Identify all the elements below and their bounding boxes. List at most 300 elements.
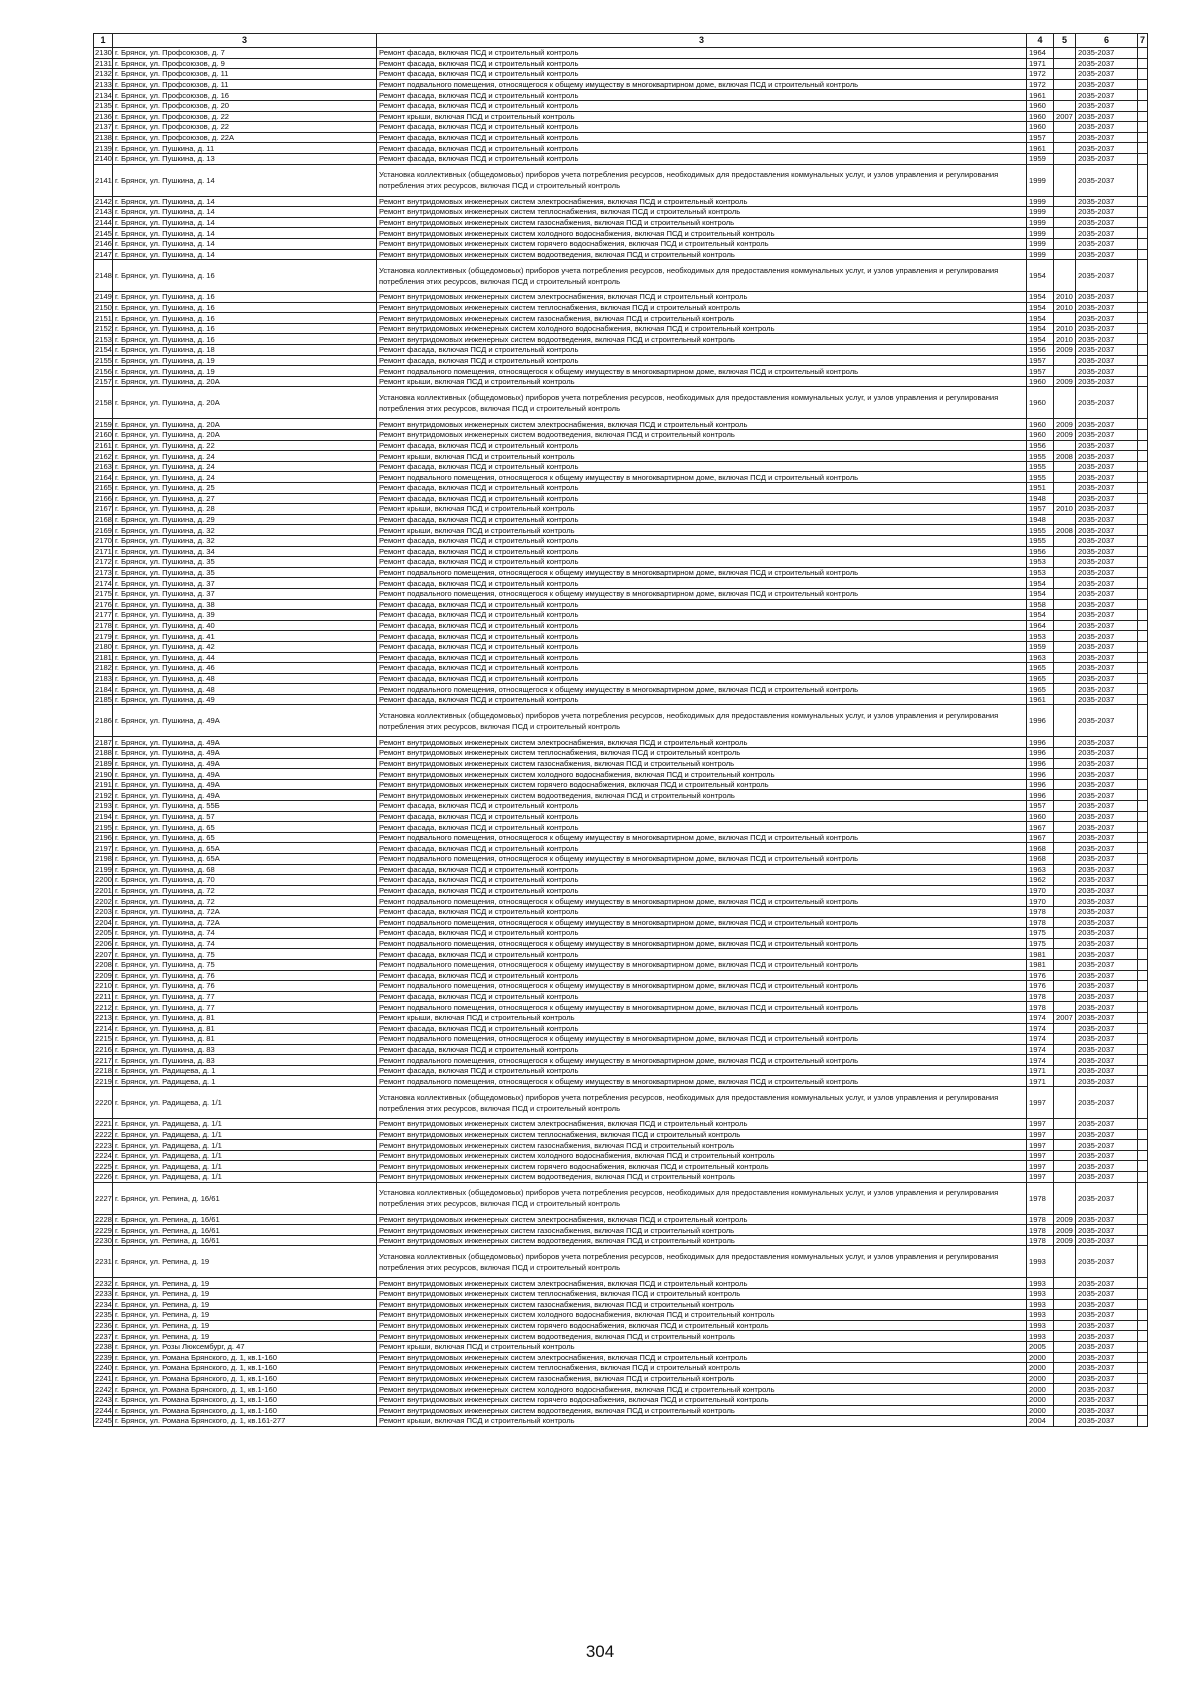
cell-last-repair-year: 2009 [1054,1235,1076,1246]
cell-last-repair-year [1054,832,1076,843]
table-row [94,1405,1148,1416]
cell-note [1138,673,1148,684]
cell-build-year: 1978 [1027,1182,1054,1214]
cell-build-year: 1960 [1027,419,1054,430]
cell-work-type: Ремонт фасада, включая ПСД и строительный контроль [377,132,1027,143]
cell-note [1138,132,1148,143]
cell-build-year: 1996 [1027,748,1054,759]
cell-note [1138,1405,1148,1416]
table-row [94,323,1148,334]
cell-last-repair-year [1054,885,1076,896]
cell-note [1138,1129,1148,1140]
cell-address: г. Брянск, ул. Пушкина, д. 83 [113,1055,377,1066]
cell-planned-period: 2035-2037 [1076,1161,1138,1172]
cell-note [1138,694,1148,705]
cell-planned-period: 2035-2037 [1076,1373,1138,1384]
cell-build-year: 1993 [1027,1289,1054,1300]
cell-build-year: 1971 [1027,58,1054,69]
cell-build-year: 1955 [1027,472,1054,483]
cell-address: г. Брянск, ул. Радищева, д. 1/1 [113,1119,377,1130]
cell-row-number: 2241 [95,1374,112,1384]
cell-note [1138,610,1148,621]
cell-last-repair-year [1054,737,1076,748]
cell-build-year: 1999 [1027,207,1054,218]
cell-planned-period: 2035-2037 [1076,1129,1138,1140]
cell-last-repair-year [1054,1373,1076,1384]
cell-planned-period: 2035-2037 [1076,906,1138,917]
cell-note [1138,1278,1148,1289]
header-cell-3: 3 [377,34,1027,48]
cell-last-repair-year: 2008 [1054,525,1076,536]
cell-planned-period: 2035-2037 [1076,567,1138,578]
cell-row-number: 2174 [95,578,112,588]
cell-row-number: 2147 [95,249,112,259]
cell-row-number: 2237 [95,1331,112,1341]
cell-note [1138,334,1148,345]
cell-row-number: 2192 [95,790,112,800]
cell-planned-period: 2035-2037 [1076,260,1138,292]
table-row [94,1140,1148,1151]
cell-address: г. Брянск, ул. Пушкина, д. 18 [113,345,377,356]
table-row [94,1363,1148,1374]
cell-work-type: Ремонт фасада, включая ПСД и строительный контроль [377,546,1027,557]
cell-note [1138,854,1148,865]
cell-address: г. Брянск, ул. Романа Брянского, д. 1, кв.1-160 [113,1405,377,1416]
table-row [94,557,1148,568]
cell-build-year: 1955 [1027,535,1054,546]
cell-row-number: 2180 [95,642,112,652]
table-row [94,981,1148,992]
cell-note [1138,249,1148,260]
cell-last-repair-year [1054,588,1076,599]
table-row [94,758,1148,769]
cell-note [1138,100,1148,111]
cell-row-number: 2223 [95,1140,112,1150]
table-row [94,1044,1148,1055]
cell-build-year: 1954 [1027,578,1054,589]
cell-build-year: 1968 [1027,843,1054,854]
cell-row-number: 2156 [95,366,112,376]
cell-last-repair-year [1054,854,1076,865]
cell-work-type: Ремонт внутридомовых инженерных систем водоотведения, включая ПСД и строительный контроль [377,430,1027,441]
cell-planned-period: 2035-2037 [1076,991,1138,1002]
cell-last-repair-year [1054,1140,1076,1151]
header-cell-7: 7 [1138,34,1148,48]
cell-last-repair-year [1054,811,1076,822]
cell-work-type: Ремонт фасада, включая ПСД и строительный контроль [377,153,1027,164]
cell-address: г. Брянск, ул. Пушкина, д. 13 [113,153,377,164]
cell-planned-period: 2035-2037 [1076,387,1138,419]
cell-build-year: 1960 [1027,122,1054,133]
cell-note [1138,769,1148,780]
cell-planned-period: 2035-2037 [1076,790,1138,801]
cell-last-repair-year [1054,875,1076,886]
cell-row-number: 2143 [95,207,112,217]
cell-build-year: 1967 [1027,832,1054,843]
cell-work-type: Ремонт внутридомовых инженерных систем горячего водоснабжения, включая ПСД и строительный контроль [377,779,1027,790]
cell-build-year: 1963 [1027,864,1054,875]
cell-row-number: 2134 [95,90,112,100]
cell-work-type: Ремонт фасада, включая ПСД и строительный контроль [377,652,1027,663]
table-row [94,238,1148,249]
cell-last-repair-year [1054,822,1076,833]
cell-work-type: Ремонт подвального помещения, относящегося к общему имуществу в многоквартирном доме, включая ПСД и строительный контроль [377,79,1027,90]
cell-last-repair-year [1054,1352,1076,1363]
cell-work-type: Ремонт фасада, включая ПСД и строительный контроль [377,822,1027,833]
cell-note [1138,779,1148,790]
cell-build-year: 1957 [1027,504,1054,515]
cell-row-number: 2227 [94,1182,113,1214]
cell-address: г. Брянск, ул. Репина, д. 16/61 [113,1235,377,1246]
table-row [94,1076,1148,1087]
table-row [94,1119,1148,1130]
table-row [94,885,1148,896]
table-row [94,684,1148,695]
cell-note [1138,684,1148,695]
table-row [94,631,1148,642]
table-row [94,1320,1148,1331]
cell-row-number: 2139 [95,143,112,153]
cell-planned-period: 2035-2037 [1076,1065,1138,1076]
cell-note [1138,790,1148,801]
cell-build-year: 1964 [1027,48,1054,59]
cell-last-repair-year [1054,1310,1076,1321]
cell-planned-period: 2035-2037 [1076,440,1138,451]
cell-work-type: Ремонт внутридомовых инженерных систем электроснабжения, включая ПСД и строительный контроль [377,1119,1027,1130]
cell-build-year: 1997 [1027,1140,1054,1151]
table-row [94,493,1148,504]
cell-planned-period: 2035-2037 [1076,1310,1138,1321]
cell-last-repair-year [1054,1363,1076,1374]
cell-note [1138,1034,1148,1045]
table-row [94,345,1148,356]
cell-planned-period: 2035-2037 [1076,811,1138,822]
cell-address: г. Брянск, ул. Пушкина, д. 68 [113,864,377,875]
cell-address: г. Брянск, ул. Пушкина, д. 65А [113,843,377,854]
cell-address: г. Брянск, ул. Пушкина, д. 16 [113,302,377,313]
cell-row-number: 2199 [95,864,112,874]
cell-work-type: Ремонт подвального помещения, относящегося к общему имуществу в многоквартирном доме, включая ПСД и строительный контроль [377,1055,1027,1066]
cell-address: г. Брянск, ул. Репина, д. 19 [113,1246,377,1278]
cell-note [1138,196,1148,207]
cell-last-repair-year [1054,1150,1076,1161]
cell-note [1138,578,1148,589]
cell-work-type: Ремонт подвального помещения, относящегося к общему имуществу в многоквартирном доме, включая ПСД и строительный контроль [377,917,1027,928]
cell-last-repair-year [1054,673,1076,684]
cell-note [1138,1012,1148,1023]
cell-last-repair-year: 2008 [1054,451,1076,462]
cell-note [1138,69,1148,80]
cell-planned-period: 2035-2037 [1076,875,1138,886]
cell-note [1138,1331,1148,1342]
cell-build-year: 1996 [1027,769,1054,780]
cell-work-type: Ремонт подвального помещения, относящегося к общему имуществу в многоквартирном доме, включая ПСД и строительный контроль [377,1002,1027,1013]
cell-last-repair-year [1054,970,1076,981]
table-row [94,896,1148,907]
cell-address: г. Брянск, ул. Пушкина, д. 74 [113,928,377,939]
cell-planned-period: 2035-2037 [1076,843,1138,854]
cell-planned-period: 2035-2037 [1076,1320,1138,1331]
cell-row-number: 2144 [95,218,112,228]
cell-build-year: 1978 [1027,1214,1054,1225]
table-row [94,737,1148,748]
cell-last-repair-year: 2007 [1054,1012,1076,1023]
cell-planned-period: 2035-2037 [1076,578,1138,589]
cell-planned-period: 2035-2037 [1076,1087,1138,1119]
cell-address: г. Брянск, ул. Пушкина, д. 48 [113,684,377,695]
cell-last-repair-year [1054,758,1076,769]
cell-build-year: 1978 [1027,906,1054,917]
cell-build-year: 1975 [1027,928,1054,939]
cell-work-type: Ремонт фасада, включая ПСД и строительный контроль [377,122,1027,133]
cell-note [1138,641,1148,652]
cell-work-type: Ремонт внутридомовых инженерных систем газоснабжения, включая ПСД и строительный контроль [377,217,1027,228]
cell-planned-period: 2035-2037 [1076,557,1138,568]
cell-row-number: 2148 [94,260,113,292]
cell-build-year: 1960 [1027,376,1054,387]
cell-note [1138,1246,1148,1278]
cell-last-repair-year [1054,217,1076,228]
cell-planned-period: 2035-2037 [1076,90,1138,101]
cell-planned-period: 2035-2037 [1076,896,1138,907]
cell-address: г. Брянск, ул. Пушкина, д. 20А [113,430,377,441]
cell-planned-period: 2035-2037 [1076,1299,1138,1310]
cell-note [1138,896,1148,907]
cell-build-year: 2000 [1027,1373,1054,1384]
table-row [94,430,1148,441]
cell-build-year: 1972 [1027,69,1054,80]
cell-work-type: Установка коллективных (общедомовых) приборов учета потребления ресурсов, необходимых для предоставления коммунальных услуг, и узлов управления и регулирования потребления этих ресурсов, включая ПСД и строительный контроль [377,705,1027,737]
cell-note [1138,228,1148,239]
cell-work-type: Ремонт фасада, включая ПСД и строительный контроль [377,875,1027,886]
cell-build-year: 1981 [1027,959,1054,970]
table-row [94,440,1148,451]
cell-build-year: 1993 [1027,1310,1054,1321]
cell-work-type: Ремонт фасада, включая ПСД и строительный контроль [377,991,1027,1002]
cell-row-number: 2201 [95,886,112,896]
cell-build-year: 1960 [1027,811,1054,822]
cell-note [1138,1352,1148,1363]
cell-last-repair-year [1054,1119,1076,1130]
cell-work-type: Ремонт внутридомовых инженерных систем электроснабжения, включая ПСД и строительный контроль [377,1278,1027,1289]
cell-address: г. Брянск, ул. Профсоюзов, д. 22А [113,132,377,143]
cell-build-year: 1971 [1027,1065,1054,1076]
table-row [94,938,1148,949]
cell-build-year: 1997 [1027,1087,1054,1119]
cell-build-year: 1978 [1027,1002,1054,1013]
cell-address: г. Брянск, ул. Романа Брянского, д. 1, кв.161-277 [113,1416,377,1427]
cell-build-year: 1957 [1027,366,1054,377]
cell-work-type: Установка коллективных (общедомовых) приборов учета потребления ресурсов, необходимых для предоставления коммунальных услуг, и узлов управления и регулирования потребления этих ресурсов, включая ПСД и строительный контроль [377,260,1027,292]
cell-address: г. Брянск, ул. Розы Люксембург, д. 47 [113,1341,377,1352]
cell-build-year: 2000 [1027,1384,1054,1395]
cell-planned-period: 2035-2037 [1076,610,1138,621]
cell-row-number: 2181 [95,652,112,662]
cell-build-year: 1954 [1027,588,1054,599]
cell-row-number: 2219 [95,1076,112,1086]
cell-address: г. Брянск, ул. Пушкина, д. 32 [113,535,377,546]
cell-last-repair-year [1054,1384,1076,1395]
cell-work-type: Ремонт внутридомовых инженерных систем электроснабжения, включая ПСД и строительный контроль [377,419,1027,430]
table-row [94,949,1148,960]
table-row [94,376,1148,387]
cell-row-number: 2173 [95,568,112,578]
cell-planned-period: 2035-2037 [1076,1002,1138,1013]
cell-build-year: 1975 [1027,938,1054,949]
table-row [94,143,1148,154]
cell-row-number: 2150 [95,302,112,312]
table-row [94,483,1148,494]
cell-address: г. Брянск, ул. Пушкина, д. 34 [113,546,377,557]
cell-address: г. Брянск, ул. Пушкина, д. 19 [113,366,377,377]
cell-address: г. Брянск, ул. Пушкина, д. 16 [113,292,377,303]
cell-address: г. Брянск, ул. Пушкина, д. 25 [113,483,377,494]
cell-address: г. Брянск, ул. Пушкина, д. 75 [113,949,377,960]
cell-address: г. Брянск, ул. Радищева, д. 1/1 [113,1172,377,1183]
cell-note [1138,1225,1148,1236]
cell-work-type: Ремонт подвального помещения, относящегося к общему имуществу в многоквартирном доме, включая ПСД и строительный контроль [377,1076,1027,1087]
cell-planned-period: 2035-2037 [1076,1023,1138,1034]
cell-planned-period: 2035-2037 [1076,1150,1138,1161]
cell-note [1138,535,1148,546]
cell-address: г. Брянск, ул. Пушкина, д. 65 [113,822,377,833]
cell-work-type: Ремонт фасада, включая ПСД и строительный контроль [377,663,1027,674]
cell-last-repair-year [1054,355,1076,366]
cell-build-year: 1960 [1027,100,1054,111]
cell-last-repair-year [1054,801,1076,812]
cell-build-year: 1976 [1027,981,1054,992]
cell-address: г. Брянск, ул. Пушкина, д. 70 [113,875,377,886]
cell-last-repair-year [1054,313,1076,324]
cell-planned-period: 2035-2037 [1076,164,1138,196]
cell-build-year: 2004 [1027,1416,1054,1427]
cell-last-repair-year [1054,641,1076,652]
cell-note [1138,663,1148,674]
cell-row-number: 2210 [95,981,112,991]
cell-address: г. Брянск, ул. Репина, д. 19 [113,1310,377,1321]
cell-work-type: Ремонт внутридомовых инженерных систем теплоснабжения, включая ПСД и строительный контроль [377,302,1027,313]
table-row [94,366,1148,377]
cell-note [1138,1394,1148,1405]
cell-last-repair-year: 2010 [1054,323,1076,334]
cell-row-number: 2149 [95,292,112,302]
cell-work-type: Ремонт фасада, включая ПСД и строительный контроль [377,811,1027,822]
cell-address: г. Брянск, ул. Пушкина, д. 76 [113,970,377,981]
cell-work-type: Ремонт подвального помещения, относящегося к общему имуществу в многоквартирном доме, включая ПСД и строительный контроль [377,366,1027,377]
cell-address: г. Брянск, ул. Пушкина, д. 81 [113,1034,377,1045]
cell-build-year: 1997 [1027,1119,1054,1130]
cell-row-number: 2162 [95,451,112,461]
cell-address: г. Брянск, ул. Радищева, д. 1/1 [113,1140,377,1151]
table-row [94,1150,1148,1161]
cell-build-year: 1974 [1027,1055,1054,1066]
cell-work-type: Установка коллективных (общедомовых) приборов учета потребления ресурсов, необходимых для предоставления коммунальных услуг, и узлов управления и регулирования потребления этих ресурсов, включая ПСД и строительный контроль [377,164,1027,196]
table-row [94,843,1148,854]
cell-planned-period: 2035-2037 [1076,430,1138,441]
cell-planned-period: 2035-2037 [1076,970,1138,981]
cell-address: г. Брянск, ул. Профсоюзов, д. 9 [113,58,377,69]
cell-row-number: 2240 [95,1363,112,1373]
cell-address: г. Брянск, ул. Репина, д. 16/61 [113,1182,377,1214]
cell-row-number: 2203 [95,907,112,917]
cell-last-repair-year [1054,769,1076,780]
table-row [94,260,1148,292]
cell-last-repair-year: 2009 [1054,1214,1076,1225]
table-row [94,292,1148,303]
cell-work-type: Ремонт фасада, включая ПСД и строительный контроль [377,90,1027,101]
cell-note [1138,811,1148,822]
cell-planned-period: 2035-2037 [1076,1044,1138,1055]
cell-last-repair-year [1054,694,1076,705]
cell-work-type: Ремонт фасада, включая ПСД и строительный контроль [377,928,1027,939]
cell-address: г. Брянск, ул. Репина, д. 16/61 [113,1225,377,1236]
cell-note [1138,313,1148,324]
cell-planned-period: 2035-2037 [1076,292,1138,303]
cell-work-type: Ремонт фасада, включая ПСД и строительный контроль [377,641,1027,652]
cell-row-number: 2185 [95,695,112,705]
cell-last-repair-year [1054,578,1076,589]
cell-last-repair-year [1054,461,1076,472]
cell-build-year: 1961 [1027,143,1054,154]
cell-build-year: 1997 [1027,1172,1054,1183]
cell-last-repair-year [1054,493,1076,504]
cell-planned-period: 2035-2037 [1076,1352,1138,1363]
cell-build-year: 1960 [1027,111,1054,122]
cell-work-type: Ремонт фасада, включая ПСД и строительный контроль [377,461,1027,472]
cell-note [1138,991,1148,1002]
cell-note [1138,864,1148,875]
cell-last-repair-year [1054,1129,1076,1140]
cell-build-year: 1956 [1027,546,1054,557]
cell-build-year: 1965 [1027,673,1054,684]
cell-note [1138,1214,1148,1225]
cell-row-number: 2164 [95,472,112,482]
cell-address: г. Брянск, ул. Пушкина, д. 22 [113,440,377,451]
cell-last-repair-year [1054,1087,1076,1119]
table-row [94,1161,1148,1172]
cell-build-year: 1999 [1027,217,1054,228]
cell-work-type: Ремонт подвального помещения, относящегося к общему имуществу в многоквартирном доме, включая ПСД и строительный контроль [377,959,1027,970]
cell-last-repair-year [1054,906,1076,917]
table-row [94,153,1148,164]
cell-note [1138,366,1148,377]
table-row [94,1023,1148,1034]
cell-note [1138,111,1148,122]
cell-address: г. Брянск, ул. Пушкина, д. 32 [113,525,377,536]
cell-address: г. Брянск, ул. Пушкина, д. 49А [113,790,377,801]
cell-note [1138,1087,1148,1119]
page-number: 304 [585,1642,615,1661]
table-row [94,779,1148,790]
cell-build-year: 1955 [1027,451,1054,462]
cell-planned-period: 2035-2037 [1076,514,1138,525]
cell-row-number: 2242 [95,1384,112,1394]
cell-note [1138,1023,1148,1034]
cell-row-number: 2217 [95,1055,112,1065]
cell-work-type: Ремонт подвального помещения, относящегося к общему имуществу в многоквартирном доме, включая ПСД и строительный контроль [377,854,1027,865]
cell-work-type: Ремонт фасада, включая ПСД и строительный контроль [377,694,1027,705]
cell-planned-period: 2035-2037 [1076,854,1138,865]
cell-build-year: 1963 [1027,652,1054,663]
cell-address: г. Брянск, ул. Пушкина, д. 81 [113,1023,377,1034]
cell-address: г. Брянск, ул. Радищева, д. 1 [113,1065,377,1076]
cell-build-year: 1997 [1027,1129,1054,1140]
cell-note [1138,451,1148,462]
table-row [94,906,1148,917]
cell-work-type: Ремонт фасада, включая ПСД и строительный контроль [377,578,1027,589]
cell-row-number: 2208 [95,960,112,970]
table-row [94,535,1148,546]
